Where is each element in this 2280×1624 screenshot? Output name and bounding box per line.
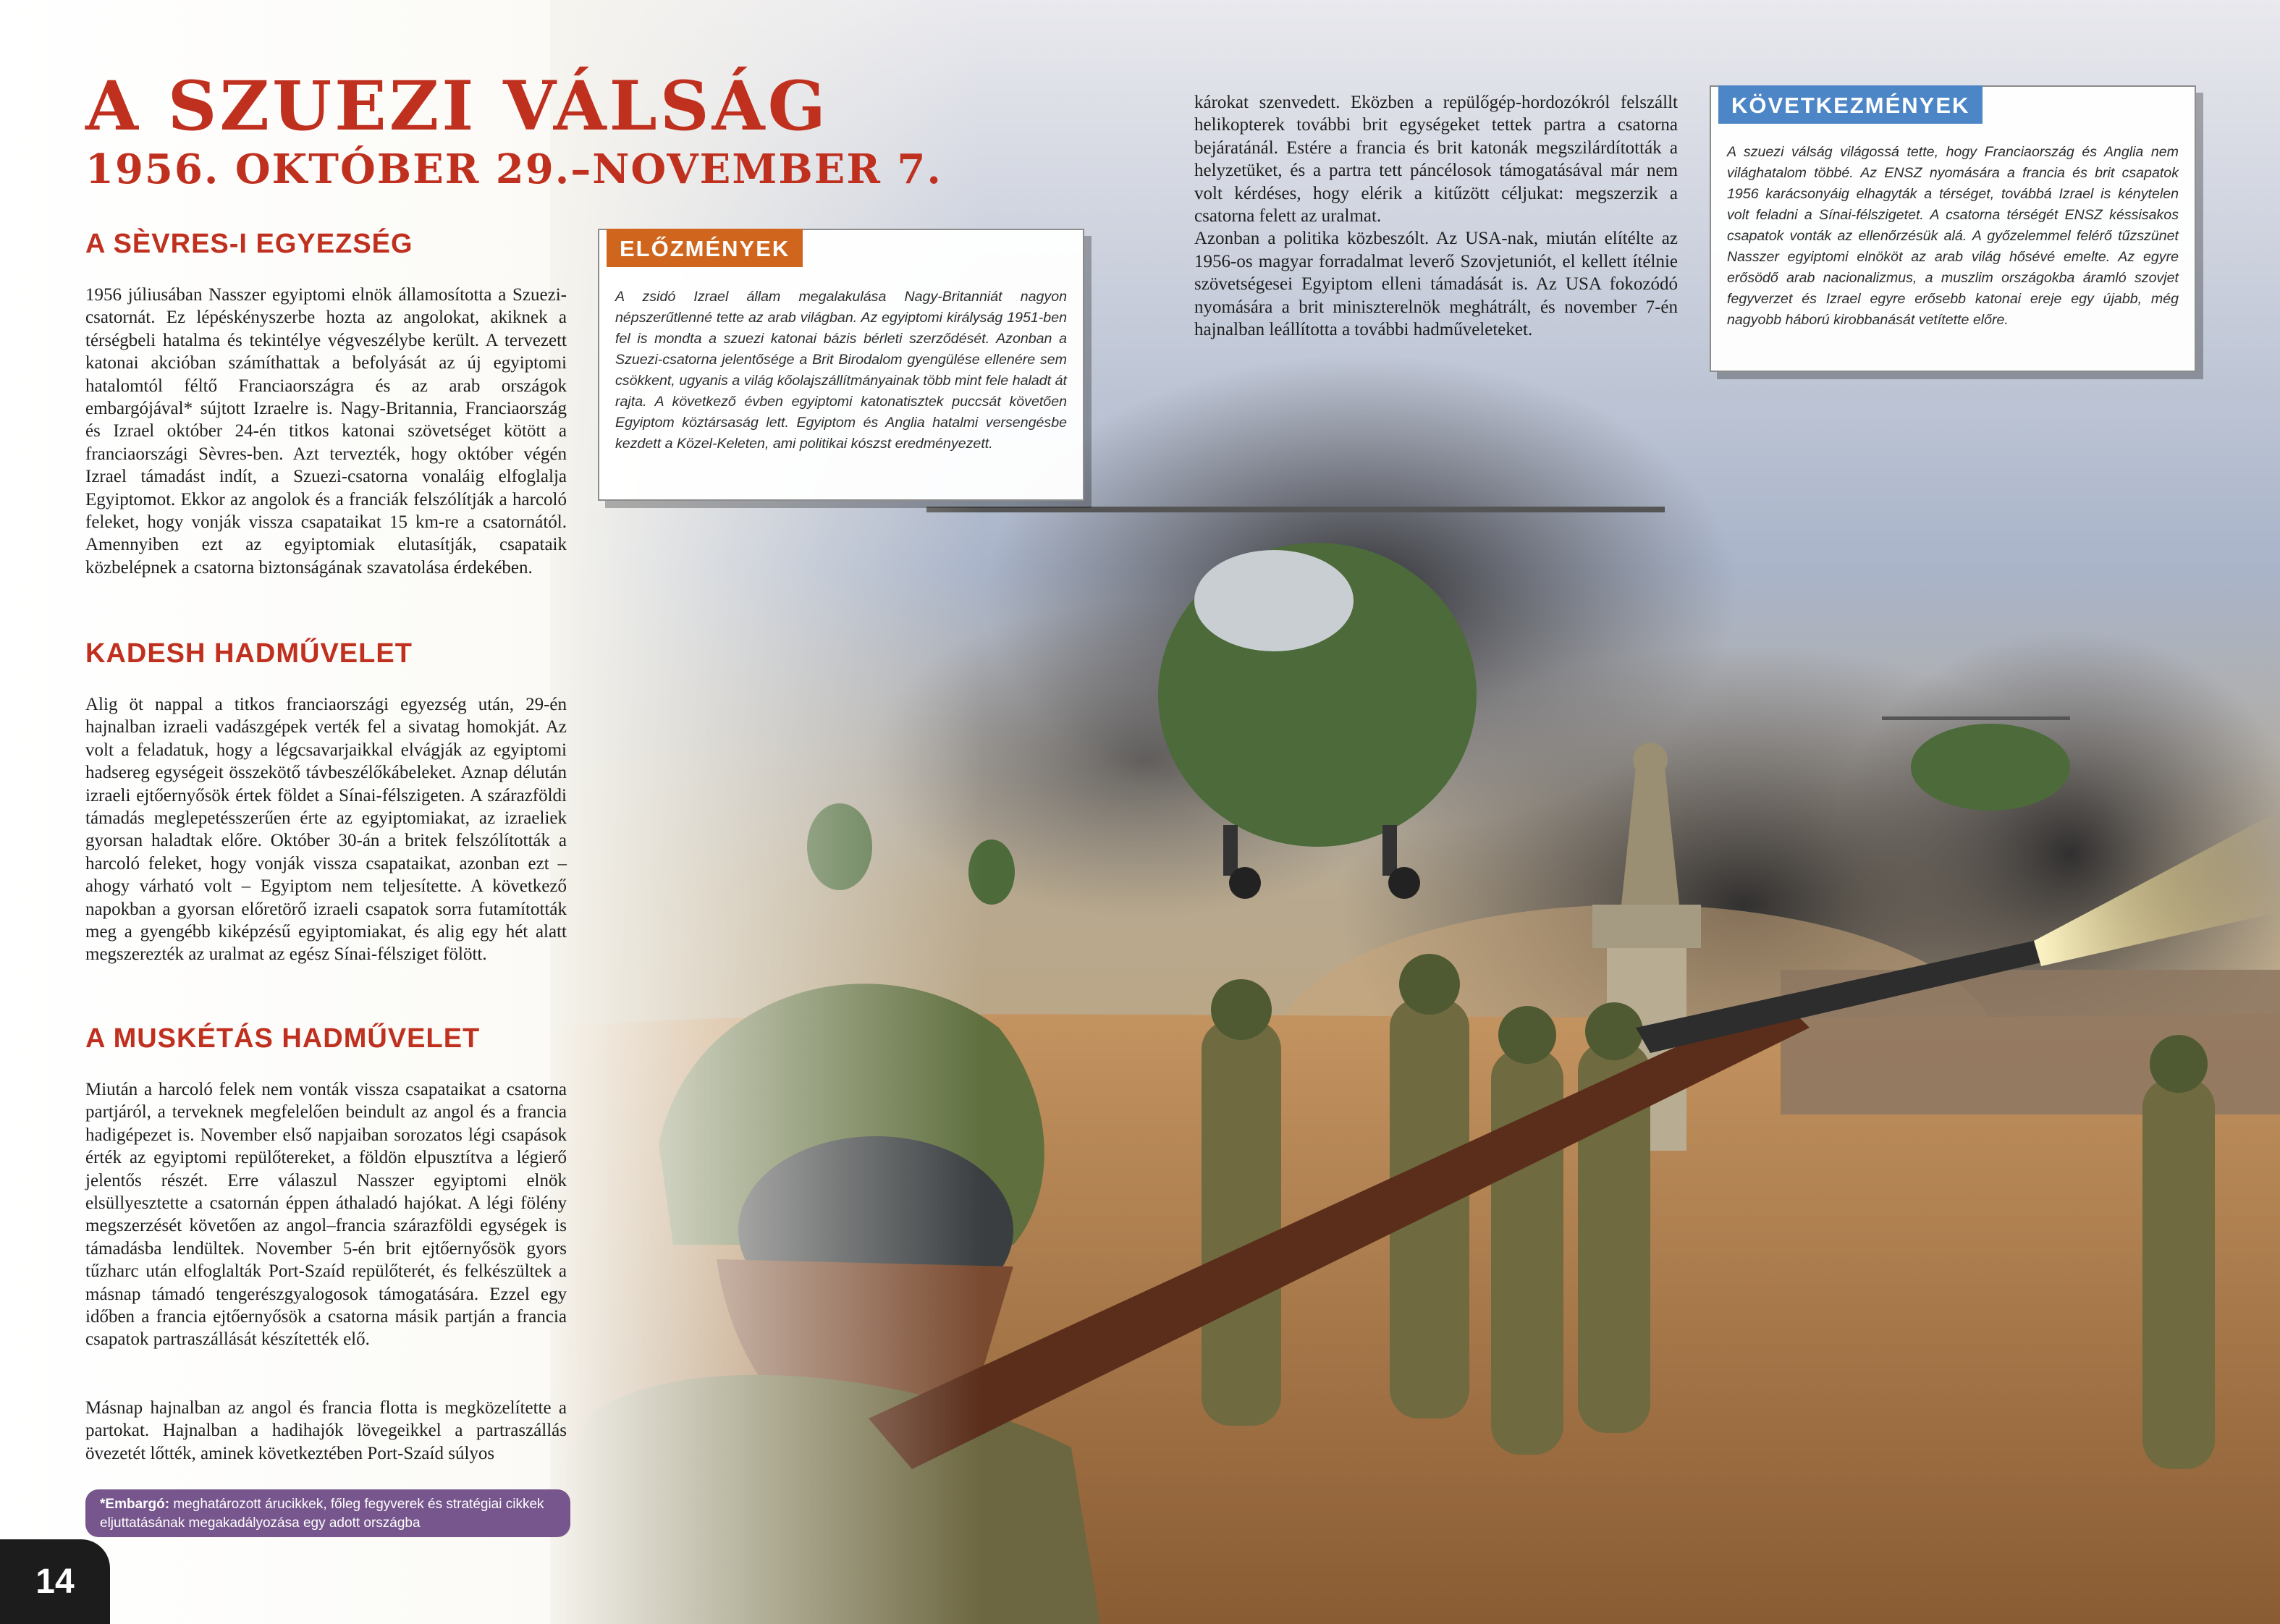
background-box-text: A zsidó Izrael állam megalakulása Nagy-Britanniát nagyon népszerűtlenné tette az arab világban. Az egyiptomi királyság 1951-ben fel is mondta a szuezi katonai bázis bérleti szerződését. Azonban a Szuezi-csatorna jelentősége a Brit Birodalom gyengülése ellenére sem csökkent, ugyanis a világ kőolajszállítmányainak több mint fele haladt át rajta. A következő évben egyiptomi katonatisztek puccsát követően Egyiptom köztársaság lett. Egyiptom és Anglia hatalmi versengésbe kezdett a Közel-Keleten, ami politikai kószst eredményezett. (615, 289, 1067, 452)
consequences-box (1710, 85, 2196, 372)
page-subtitle: 1956. OKTÓBER 29.–NOVEMBER 7. (85, 145, 942, 193)
consequences-box-label: KÖVETKEZMÉNYEK (1718, 85, 1983, 124)
consequences-box-text: A szuezi válság világossá tette, hogy Franciaország és Anglia nem világhatalom többé. Az ENSZ nyomására a francia és brit csapatok 1956 karácsonyáig elhagyták a térséget, továbbá Izrael is kénytelen volt feladni a Sínai-félszigetet. A csatorna térségét ENSZ késsisakos csapatok vonták az ellenőrzésük alá. A győzelemmel felérő tűzszünet Nasszer egyiptomi elnököt az arab világ hősévé emelte. Az egyre erősödő arab nacionalizmus, a muszlim országokba áramló szovjet fegyverzet és Izrael egyre erősebb katonai ereje egy újabb, még nagyobb háború kirobbanását vetítette előre. (1727, 144, 2179, 328)
page-title: A SZUEZI VÁLSÁG (85, 67, 829, 146)
footnote-box (85, 1489, 570, 1537)
page-number: 14 (0, 1539, 110, 1624)
footnote-term: *Embargó: (100, 1497, 170, 1512)
right-column-paragraph-1: károkat szenvedett. Eközben a repülőgép-hordozókról felszállt helikopterek további brit egységeket tettek partra a csatorna bejáratánál. Estére a francia és brit katonák megszilárdították a helyzetüket, és a partra tett páncélosok támogatásával már nem volt kérdéses, hogy elérik a kitűzött céljukat: megszerzik a csatorna felett az uralmat. (1194, 93, 1678, 227)
footnote-text: meghatározott árucikkek, főleg fegyverek és stratégiai cikkek eljuttatásának megakadályozása egy adott országba (100, 1497, 544, 1531)
section-heading-sevres: A SÈVRES-I EGYEZSÉG (85, 229, 413, 259)
section-heading-musketas: A MUSKÉTÁS HADMŰVELET (85, 1023, 481, 1054)
section-heading-kadesh: KADESH HADMŰVELET (85, 638, 413, 669)
section-text-musketas-2: Másnap hajnalban az angol és francia flotta is megközelítette a partokat. Hajnalban a hadihajók lövegeikkel a partraszállás övezetét lőtték, aminek következtében Port-Szaíd súlyos (85, 1398, 567, 1463)
right-column-text (1194, 91, 1678, 341)
section-text-kadesh: Alig öt nappal a titkos franciaországi egyezség után, 29-én hajnalban izraeli vadászgépek verték fel a sivatag homokját. Az volt a feladatuk, hogy a légcsavarjaikkal elvágják az egyiptomi hadsereg egységeit összekötő távbeszélőkábeleket. Aznap délután izraeli ejtőernyősök értek földet a Sínai-félszigeten. A szárazföldi támadás meglepetésszerűen érte az egyiptomiakat, az izraeliek gyorsan haladtak előre. Október 30-án a britek felszólították a harcoló feleket, hogy vonják vissza csapataikat, azonban ezt – ahogy várható volt – Egyiptom nem teljesítette. A következő napokban a gyorsan előretörő izraeli csapatok sorra futamították meg a gyengébb kiképzésű egyiptomiakat, és alig egy hét alatt megszerezték az uralmat az egész Sínai-félsziget fölött. (85, 695, 567, 965)
section-text-sevres: 1956 júliusában Nasszer egyiptomi elnök államosította a Szuezi-csatornát. Ez lépéskényszerbe hozta az angolokat, akiknek a térségbeli hatalma és tekintélye végveszélybe került. A tervezett katonai akcióban számíthattak a befolyását az új egyiptomi hatalomtól féltő Franciaországra és az arab országok embargójával* sújtott Izraelre is. Nagy-Britannia, Franciaország és Izrael október 24-én titkos katonai szövetséget kötött a franciaországi Sèvres-ben. Azt tervezték, hogy október végén Izrael támadást indít, a Szuezi-csatorna vonaláig elfoglalja Egyiptomot. Ekkor az angolok és a franciák felszólítják a harcoló feleket, hogy vonják vissza csapataikat 15 km-re a csatornától. Amennyiben ezt az egyiptomiak elutasítják, csapataik közbelépnek a csatorna biztonságának szavatolása érdekében. (85, 285, 567, 578)
right-column-paragraph-2: Azonban a politika közbeszólt. Az USA-nak, miután elítélte az 1956-os magyar forradalmat leverő Szovjetuniót, el kellett ítélnie szövetségesei Egyiptom elleni támadását is. Az USA fokozódó nyomására a brit miniszterelnök meghátrált, és november 7-én hajnalban leállította a további hadműveleteket. (1194, 229, 1678, 340)
background-box-label: ELŐZMÉNYEK (607, 229, 803, 267)
section-text-musketas: Miután a harcoló felek nem vonták vissza csapataikat a csatorna partjáról, a terveknek megfelelően beindult az angol és a francia hadigépezet is. November első napjaiban sorozatos légi csapások érték az egyiptomi repülőtereket, a földön elpusztítva a légierő jelentős részét. Erre válaszul Nasszer egyiptomi elnök elsüllyesztette a csatornán éppen áthaladó hajókat. A légi fölény megszerzését követően az angol–francia szárazföldi egységek is támadásba lendültek. November 5-én brit ejtőernyősök gyors tűzharc után elfoglalták Port-Szaíd repülőterét, és felkészültek a másnap támadó tengerészgyalogosok támogatására. Ezzel egy időben a francia ejtőernyősök a csatorna másik partján a francia csapatok partraszállását készítették elő. (85, 1080, 567, 1350)
background-box (598, 229, 1084, 501)
